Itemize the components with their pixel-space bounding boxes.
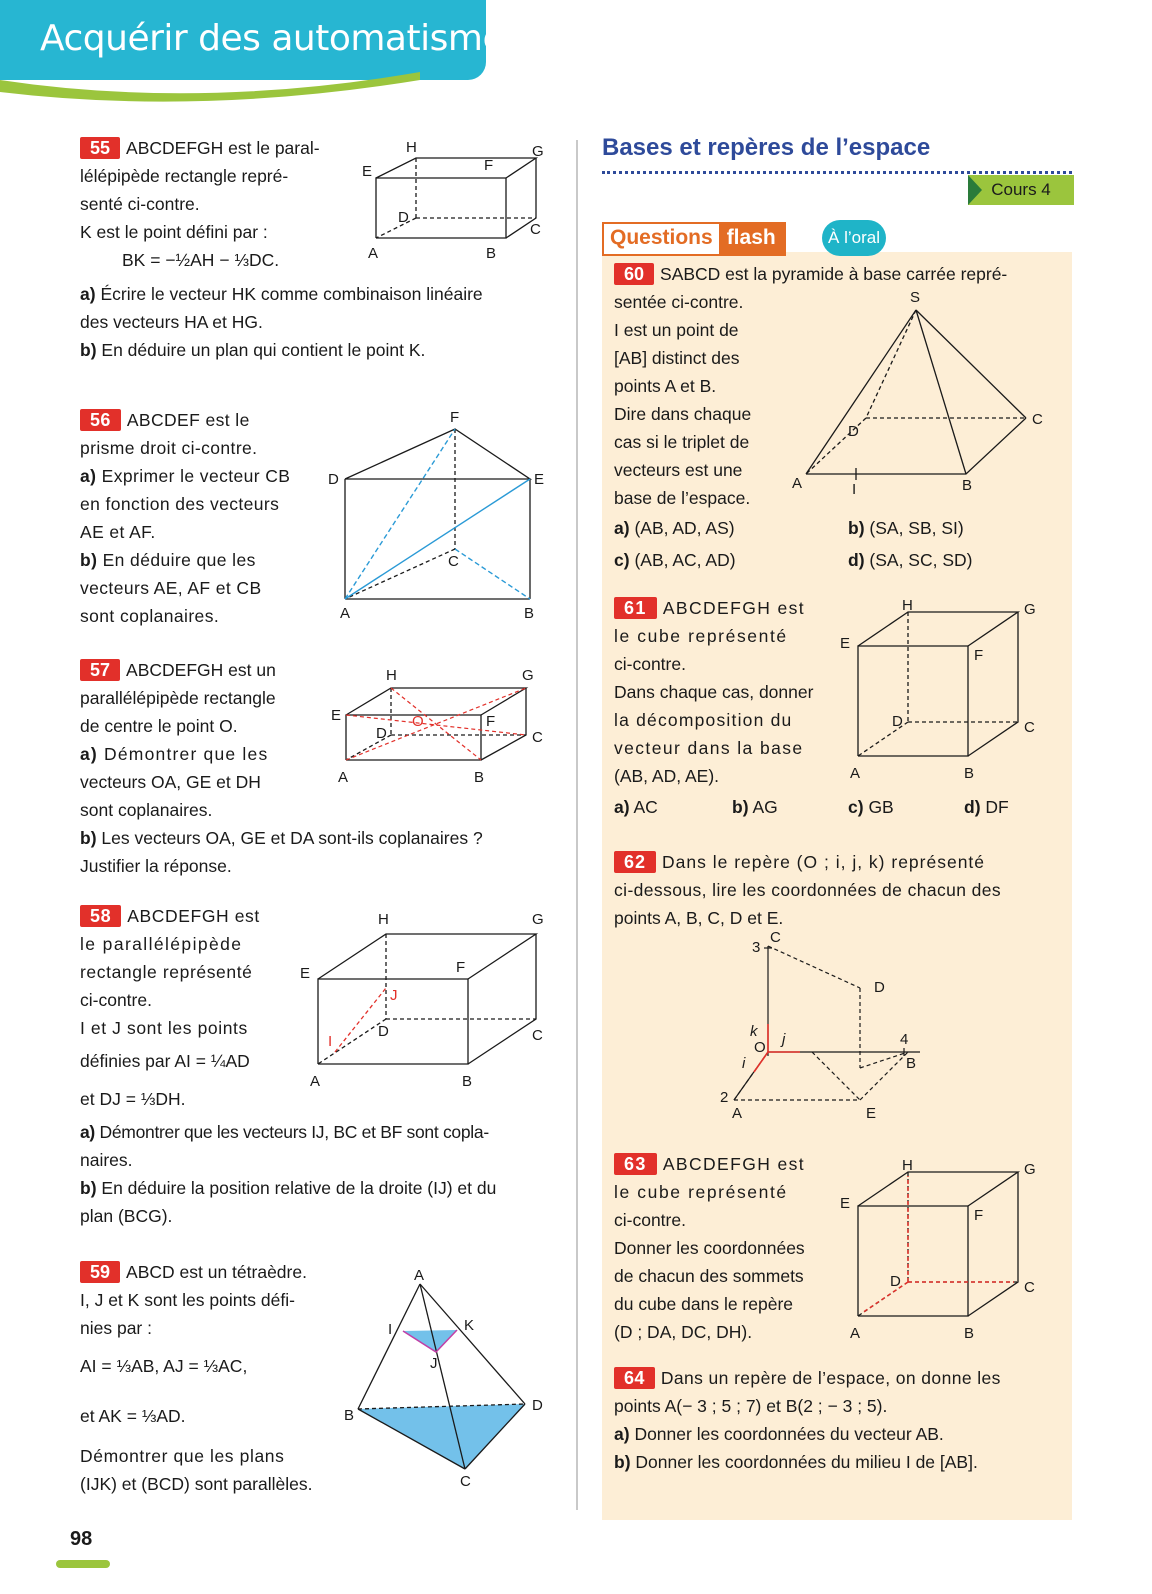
exercise-56 [80, 406, 310, 630]
text-line: vecteur dans la base [614, 738, 804, 758]
point-label: D [398, 209, 409, 226]
axis-tick-label: 3 [752, 939, 761, 956]
question-label: b) [80, 828, 97, 848]
point-label: A [850, 1325, 861, 1342]
text-line: le cube représenté [614, 626, 788, 646]
point-label: F [974, 1207, 984, 1224]
point-label: H [902, 597, 913, 614]
point-label: B [344, 1407, 355, 1424]
column-divider [576, 140, 578, 1510]
text-line: senté ci-contre. [80, 194, 200, 214]
exercise-59 [80, 1258, 380, 1498]
text-line: plan (BCG). [80, 1206, 173, 1226]
text-line: vecteurs AE, AF et CB [80, 578, 262, 598]
flash-label: flash [719, 224, 784, 254]
point-label: A [338, 769, 349, 786]
point-label: D [376, 725, 387, 742]
question-label: a) [80, 1122, 95, 1142]
point-label: B [964, 1325, 975, 1342]
text-line: sont coplanaires. [80, 606, 220, 626]
exercise-number: 60 [614, 263, 654, 285]
text-line: définies par AI = ¼AD [80, 1051, 250, 1071]
point-label: O [412, 713, 424, 730]
exercise-number: 57 [80, 659, 120, 681]
text-line: nies par : [80, 1318, 152, 1338]
text-line: le cube représenté [614, 1182, 788, 1202]
text-line: de chacun des sommets [614, 1266, 804, 1286]
exercise-number: 61 [614, 597, 657, 619]
point-label: I [328, 1033, 333, 1050]
page-number-underline [56, 1560, 110, 1568]
text-line: ABCDEFGH est [127, 906, 260, 926]
text-line: Dire dans chaque [614, 404, 752, 424]
point-label: A [850, 765, 861, 782]
point-label: E [840, 1195, 851, 1212]
point-label: E [534, 471, 545, 488]
text-line: Justifier la réponse. [80, 856, 232, 876]
question-label: b) [614, 1452, 631, 1472]
text-line: points A et B. [614, 376, 717, 396]
question-label: a) [614, 518, 630, 538]
point-label: G [1024, 1161, 1036, 1178]
text-line: AI = ⅓AB, AJ = ⅓AC, [80, 1356, 248, 1376]
text-line: et AK = ⅓AD. [80, 1406, 186, 1426]
point-label: B [964, 765, 975, 782]
point-label: S [910, 289, 921, 306]
point-label: C [532, 729, 543, 746]
text-line: Démontrer que les plans [80, 1446, 285, 1466]
point-label: H [902, 1157, 913, 1174]
point-label: G [532, 143, 544, 160]
text-line: ci-contre. [80, 990, 152, 1010]
text-line: Donner les coordonnées du milieu I de [AB]. [635, 1452, 978, 1472]
text-line: Écrire le vecteur HK comme combinaison linéaire [100, 284, 483, 304]
point-label: F [486, 713, 496, 730]
text-line: vecteurs OA, GE et DH [80, 772, 261, 792]
exercise-number: 62 [614, 851, 656, 873]
question-label: a) [614, 1424, 630, 1444]
text-line: Démontrer que les vecteurs IJ, BC et BF sont copla- [99, 1122, 489, 1142]
question-label: a) [614, 797, 630, 817]
text-line: I et J sont les points [80, 1018, 248, 1038]
figure-60 [790, 288, 1060, 508]
point-label: C [770, 929, 781, 946]
figure-55 [356, 138, 556, 268]
text-line: cas si le triplet de [614, 432, 750, 452]
answer-choice: (SA, SC, SD) [869, 550, 973, 570]
text-line: (IJK) et (BCD) sont parallèles. [80, 1474, 313, 1494]
point-label: H [386, 667, 397, 684]
text-line: Les vecteurs OA, GE et DA sont-ils coplanaires ? [101, 828, 483, 848]
text-line: ABCDEFGH est un [126, 660, 276, 680]
formula: BK = −½AH − ⅓DC. [122, 250, 280, 270]
exercise-62 [614, 848, 1064, 932]
cours-badge [968, 175, 1074, 205]
section-title: Bases et repères de l’espace [602, 134, 931, 161]
point-label: H [378, 911, 389, 928]
text-line: K est le point défini par : [80, 222, 268, 242]
page-number: 98 [70, 1528, 93, 1550]
text-line: et DJ = ⅓DH. [80, 1089, 186, 1109]
point-label: D [328, 471, 339, 488]
point-label: G [532, 911, 544, 928]
point-label: O [754, 1039, 766, 1056]
point-label: G [1024, 601, 1036, 618]
text-line: Dans le repère (O ; i, j, k) représenté [662, 852, 986, 872]
question-label: a) [80, 284, 96, 304]
question-label: b) [732, 797, 749, 817]
text-line: lélépipède rectangle repré- [80, 166, 289, 186]
answer-choice: GB [868, 797, 894, 817]
answer-choice: DF [985, 797, 1009, 817]
axis-tick-label: 4 [900, 1031, 909, 1048]
text-line: (AB, AD, AE). [614, 766, 720, 786]
vector-label: i [742, 1055, 746, 1072]
question-label: b) [80, 1178, 97, 1198]
text-line: la décomposition du [614, 710, 793, 730]
point-label: C [1032, 411, 1043, 428]
question-label: d) [964, 797, 981, 817]
point-label: C [1024, 1279, 1035, 1296]
text-line: Donner les coordonnées [614, 1238, 805, 1258]
text-line: parallélépipède rectangle [80, 688, 276, 708]
text-line: ci-contre. [614, 654, 686, 674]
answer-choice: AC [633, 797, 658, 817]
point-label: E [331, 707, 342, 724]
point-label: B [486, 245, 497, 262]
text-line: sont coplanaires. [80, 800, 213, 820]
point-label: F [456, 959, 466, 976]
text-line: En déduire que les [102, 550, 256, 570]
point-label: A [368, 245, 379, 262]
point-label: D [378, 1023, 389, 1040]
text-line: points A(− 3 ; 5 ; 7) et B(2 ; − 3 ; 5). [614, 1396, 888, 1416]
text-line: ABCDEFGH est [662, 1154, 806, 1174]
point-label: J [430, 1355, 438, 1372]
point-label: F [974, 647, 984, 664]
question-label: a) [80, 466, 97, 486]
text-line: Donner les coordonnées du vecteur AB. [634, 1424, 944, 1444]
exercise-number: 55 [80, 137, 120, 159]
question-label: d) [848, 550, 865, 570]
point-label: C [530, 221, 541, 238]
point-label: I [852, 481, 857, 498]
point-label: A [792, 475, 803, 492]
question-label: c) [848, 797, 864, 817]
exercise-number: 64 [614, 1367, 655, 1389]
text-line: ABCDEFGH est le paral- [126, 138, 320, 158]
point-label: D [874, 979, 885, 996]
answer-choice: (AB, AD, AS) [634, 518, 735, 538]
vector-label: k [750, 1023, 758, 1040]
text-line: ABCDEF est le [126, 410, 250, 430]
figure-57 [326, 660, 556, 790]
text-line: ci-dessous, lire les coordonnées de chacun des [614, 880, 1002, 900]
point-label: E [362, 163, 373, 180]
text-line: de centre le point O. [80, 716, 238, 736]
exercise-number: 59 [80, 1261, 120, 1283]
point-label: K [464, 1317, 475, 1334]
point-label: E [866, 1105, 877, 1122]
point-label: D [848, 423, 859, 440]
point-label: A [414, 1267, 425, 1284]
point-label: D [892, 713, 903, 730]
point-label: D [890, 1273, 901, 1290]
text-line: Exprimer le vecteur CB [101, 466, 291, 486]
cours-label: Cours 4 [991, 180, 1051, 199]
point-label: B [906, 1055, 917, 1072]
question-label: b) [80, 340, 97, 360]
figure-59 [340, 1264, 560, 1494]
point-label: F [450, 409, 460, 426]
exercise-number: 63 [614, 1153, 657, 1175]
text-line: naires. [80, 1150, 133, 1170]
text-line: ABCD est un tétraèdre. [126, 1262, 307, 1282]
text-line: Dans chaque cas, donner [614, 682, 814, 702]
point-label: B [462, 1073, 473, 1090]
point-label: F [484, 157, 494, 174]
point-label: C [448, 553, 459, 570]
text-line: En déduire la position relative de la droite (IJ) et du [101, 1178, 497, 1198]
question-label: b) [848, 518, 865, 538]
answer-choice: AG [752, 797, 778, 817]
point-label: B [524, 605, 535, 622]
exercise-64 [614, 1364, 1064, 1476]
question-label: c) [614, 550, 630, 570]
point-label: C [1024, 719, 1035, 736]
cours-arrow-icon [968, 175, 982, 205]
exercise-number: 58 [80, 905, 121, 927]
point-label: C [460, 1473, 471, 1490]
text-line: Démontrer que les [104, 744, 269, 764]
text-line: ABCDEFGH est [662, 598, 806, 618]
point-label: B [962, 477, 973, 494]
point-label: A [310, 1073, 321, 1090]
section-dotted-rule [602, 171, 1072, 174]
point-label: E [840, 635, 851, 652]
point-label: A [340, 605, 351, 622]
point-label: B [474, 769, 485, 786]
point-label: C [532, 1027, 543, 1044]
text-line: AE et AF. [80, 522, 156, 542]
text-line: I, J et K sont les points défi- [80, 1290, 295, 1310]
text-line: SABCD est la pyramide à base carrée repré- [660, 264, 1008, 284]
oral-badge: À l’oral [822, 220, 886, 256]
text-line: I est un point de [614, 320, 739, 340]
point-label: I [388, 1321, 393, 1338]
text-line: (D ; DA, DC, DH). [614, 1322, 753, 1342]
question-label: a) [80, 744, 98, 764]
text-line: points A, B, C, D et E. [614, 908, 784, 928]
figure-63 [838, 1156, 1058, 1346]
point-label: A [732, 1105, 743, 1122]
figure-62 [720, 928, 940, 1128]
answer-choice: (AB, AC, AD) [634, 550, 736, 570]
axis-tick-label: 2 [720, 1089, 729, 1106]
exercise-number: 56 [80, 409, 121, 431]
point-label: J [390, 987, 398, 1004]
point-label: G [522, 667, 534, 684]
figure-56 [320, 404, 560, 624]
page-title: Acquérir des automatismes [40, 18, 523, 59]
point-label: E [300, 965, 311, 982]
questions-flash-header [602, 222, 786, 256]
figure-58 [296, 904, 556, 1094]
text-line: base de l’espace. [614, 488, 751, 508]
text-line: rectangle représenté [80, 962, 253, 982]
text-line: sentée ci-contre. [614, 292, 744, 312]
figure-61 [838, 596, 1058, 786]
text-line: ci-contre. [614, 1210, 686, 1230]
point-label: D [532, 1397, 543, 1414]
question-label: b) [80, 550, 98, 570]
questions-label: Questions [604, 224, 719, 254]
text-line: du cube dans le repère [614, 1294, 794, 1314]
text-line: prisme droit ci-contre. [80, 438, 258, 458]
point-label: H [406, 139, 417, 156]
text-line: En déduire un plan qui contient le point K. [101, 340, 426, 360]
text-line: Dans un repère de l’espace, on donne les [660, 1368, 1001, 1388]
text-line: des vecteurs HA et HG. [80, 312, 263, 332]
text-line: le parallélépipède [80, 934, 243, 954]
text-line: [AB] distinct des [614, 348, 740, 368]
banner-swoosh [0, 66, 420, 106]
text-line: en fonction des vecteurs [80, 494, 280, 514]
text-line: vecteurs est une [614, 460, 743, 480]
answer-choice: (SA, SB, SI) [869, 518, 964, 538]
vector-label: j [782, 1031, 786, 1048]
